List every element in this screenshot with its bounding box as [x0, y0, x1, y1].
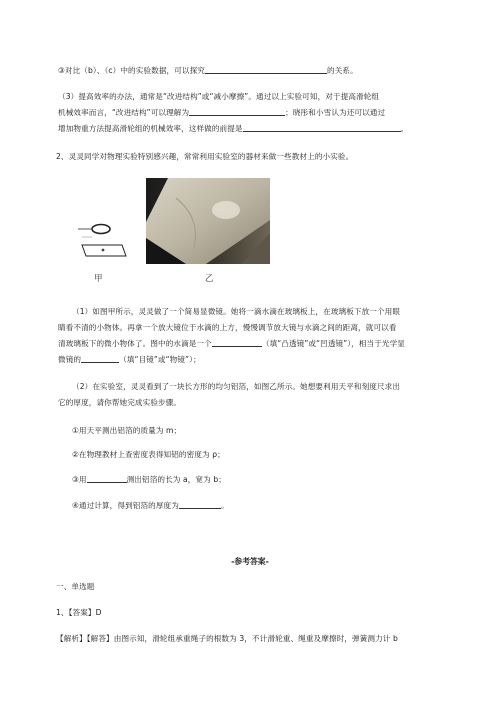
caption-yi: 乙 — [205, 274, 214, 284]
part-2-line-1: （2）在实验室，灵灵看到了一块长方形的均匀铝箔，如图乙所示。她想要利用天平和刻度尺求出 — [72, 382, 401, 391]
answer-1: 1、【答案】D — [56, 608, 102, 617]
blank-structure[interactable] — [189, 106, 285, 116]
answer-heading: -参考答案- — [231, 557, 269, 566]
step-1: ①用天平测出铝箔的质量为 m； — [72, 426, 182, 435]
part-1-line-1: （1）如图甲所示，灵灵做了一个简易显微镜。她将一滴水滴在玻璃板上，在玻璃板下放一个用眼 — [72, 307, 401, 316]
section-title: 一、单选题 — [56, 582, 95, 591]
part-1-line-3: 清玻璃板下的微小物体了。图中的水滴是一个 （填“凸透镜”或“凹透镜”），相当于光学显 — [58, 339, 406, 348]
blank-premise[interactable] — [243, 122, 401, 132]
microscope-drawing — [72, 218, 128, 264]
line-premise: 增加物重方法提高滑轮组的机械效率，这样做的前提是 。 — [58, 124, 409, 133]
figure-microscope — [72, 218, 128, 264]
question-2: 2、灵灵同学对物理实验特别感兴趣，常常利用实验室的器材来做一些教材上的小实验。 — [56, 152, 354, 161]
caption-jia: 甲 — [94, 274, 103, 284]
blank-relation[interactable] — [205, 64, 327, 74]
part-1-line-4: 微镜的 （填“目镜”或“物镜”）； — [58, 355, 201, 364]
part-1-line-2: 睛看不清的小物体。再拿一个放大镜位于水滴的上方，慢慢调节放大镜与水滴之间的距离，就可以看 — [58, 323, 397, 332]
blank-lens-type[interactable] — [212, 337, 262, 347]
blank-eyepiece-objective[interactable] — [81, 353, 119, 363]
step-3: ③用 测出铝箔的长为 a，宽为 b； — [72, 475, 226, 484]
part-2-line-2: 它的厚度，请你帮她完成实验步骤。 — [58, 398, 182, 407]
photo-aluminum-foil — [146, 178, 270, 264]
line-compare: ③对比（b）、（c）中的实验数据，可以探究 的关系。 — [58, 66, 358, 75]
foil-photo — [146, 178, 270, 264]
step-2: ②在物理教材上查密度表得知铝的密度为 ρ； — [72, 450, 225, 459]
explanation-1: 【解析】【解答】由图示知，滑轮组承重绳子的根数为 3，不计滑轮重、绳重及摩擦时，弹簧测力计 b — [56, 634, 398, 643]
line-structure: 机械效率而言，“改进结构”可以理解为 ；晓彤和小雪认为还可以通过 — [58, 108, 386, 117]
blank-tool[interactable] — [87, 473, 127, 483]
line-efficiency: （3）提高效率的办法，通常是“改进结构”或“减小摩擦”。通过以上实验可知，对于提高滑轮组 — [58, 92, 380, 101]
blank-thickness[interactable] — [179, 499, 221, 509]
step-4: ④通过计算，得到铝箔的厚度为 。 — [72, 501, 229, 510]
